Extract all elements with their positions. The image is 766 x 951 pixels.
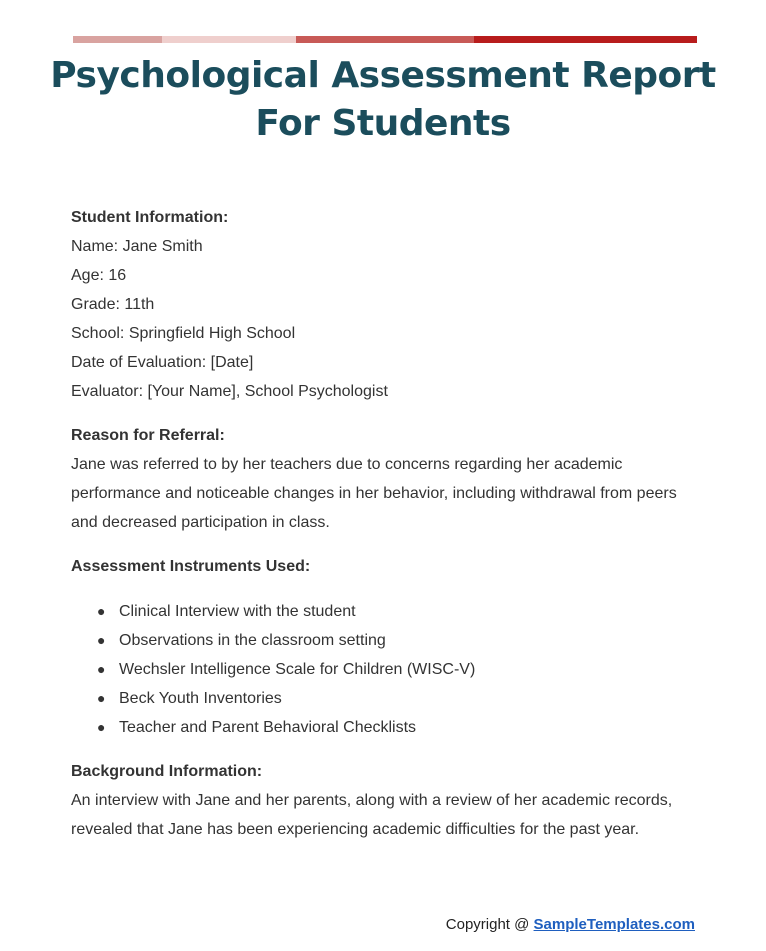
list-item-text: Teacher and Parent Behavioral Checklists xyxy=(119,719,417,736)
reason-for-referral-heading: Reason for Referral: xyxy=(71,427,225,444)
referral-line: performance and noticeable changes in her behavior, including withdrawal from peers xyxy=(71,485,677,502)
list-item xyxy=(71,597,711,626)
background-information-heading: Background Information: xyxy=(71,763,263,780)
instruments-list xyxy=(71,597,711,742)
top-bar-segment-1 xyxy=(73,36,162,43)
list-item-text: Clinical Interview with the student xyxy=(119,603,356,620)
top-bar-segment-4 xyxy=(474,36,697,43)
referral-line: and decreased participation in class. xyxy=(71,514,330,531)
decorative-top-bar xyxy=(73,36,697,43)
page-title: Psychological Assessment Report For Students xyxy=(50,55,716,144)
list-item xyxy=(71,655,711,684)
bullet-icon: ● xyxy=(97,632,106,648)
evaluation-date: Date of Evaluation: [Date] xyxy=(71,354,254,371)
list-item-text: Beck Youth Inventories xyxy=(119,690,282,707)
report-content xyxy=(71,203,711,844)
bullet-icon: ● xyxy=(97,603,106,619)
evaluator: Evaluator: [Your Name], School Psychologist xyxy=(71,383,388,400)
assessment-instruments-heading: Assessment Instruments Used: xyxy=(71,558,311,575)
list-item xyxy=(71,684,711,713)
student-information-heading: Student Information: xyxy=(71,209,229,226)
bullet-icon: ● xyxy=(97,661,106,677)
top-bar-segment-3 xyxy=(296,36,474,43)
copyright-text: Copyright @ xyxy=(445,916,534,933)
background-information-section xyxy=(71,757,711,844)
background-line: An interview with Jane and her parents, along with a review of her academic records, xyxy=(71,792,673,809)
list-item xyxy=(71,713,711,742)
list-item-text: Wechsler Intelligence Scale for Children (WISC-V) xyxy=(119,661,476,678)
assessment-instruments-section xyxy=(71,552,711,742)
sampletemplates-link[interactable]: SampleTemplates.com xyxy=(533,916,695,933)
student-name: Name: Jane Smith xyxy=(71,238,203,255)
student-age: Age: 16 xyxy=(71,267,127,284)
top-bar-segment-2 xyxy=(162,36,296,43)
background-line: revealed that Jane has been experiencing academic difficulties for the past year. xyxy=(71,821,640,838)
reason-for-referral-section xyxy=(71,421,711,537)
bullet-icon: ● xyxy=(97,719,106,735)
student-information-section xyxy=(71,203,711,406)
student-school: School: Springfield High School xyxy=(71,325,296,342)
list-item xyxy=(71,626,711,655)
bullet-icon: ● xyxy=(97,690,106,706)
student-grade: Grade: 11th xyxy=(71,296,155,313)
referral-line: Jane was referred to by her teachers due to concerns regarding her academic xyxy=(71,456,623,473)
copyright-footer xyxy=(446,916,695,933)
list-item-text: Observations in the classroom setting xyxy=(119,632,386,649)
